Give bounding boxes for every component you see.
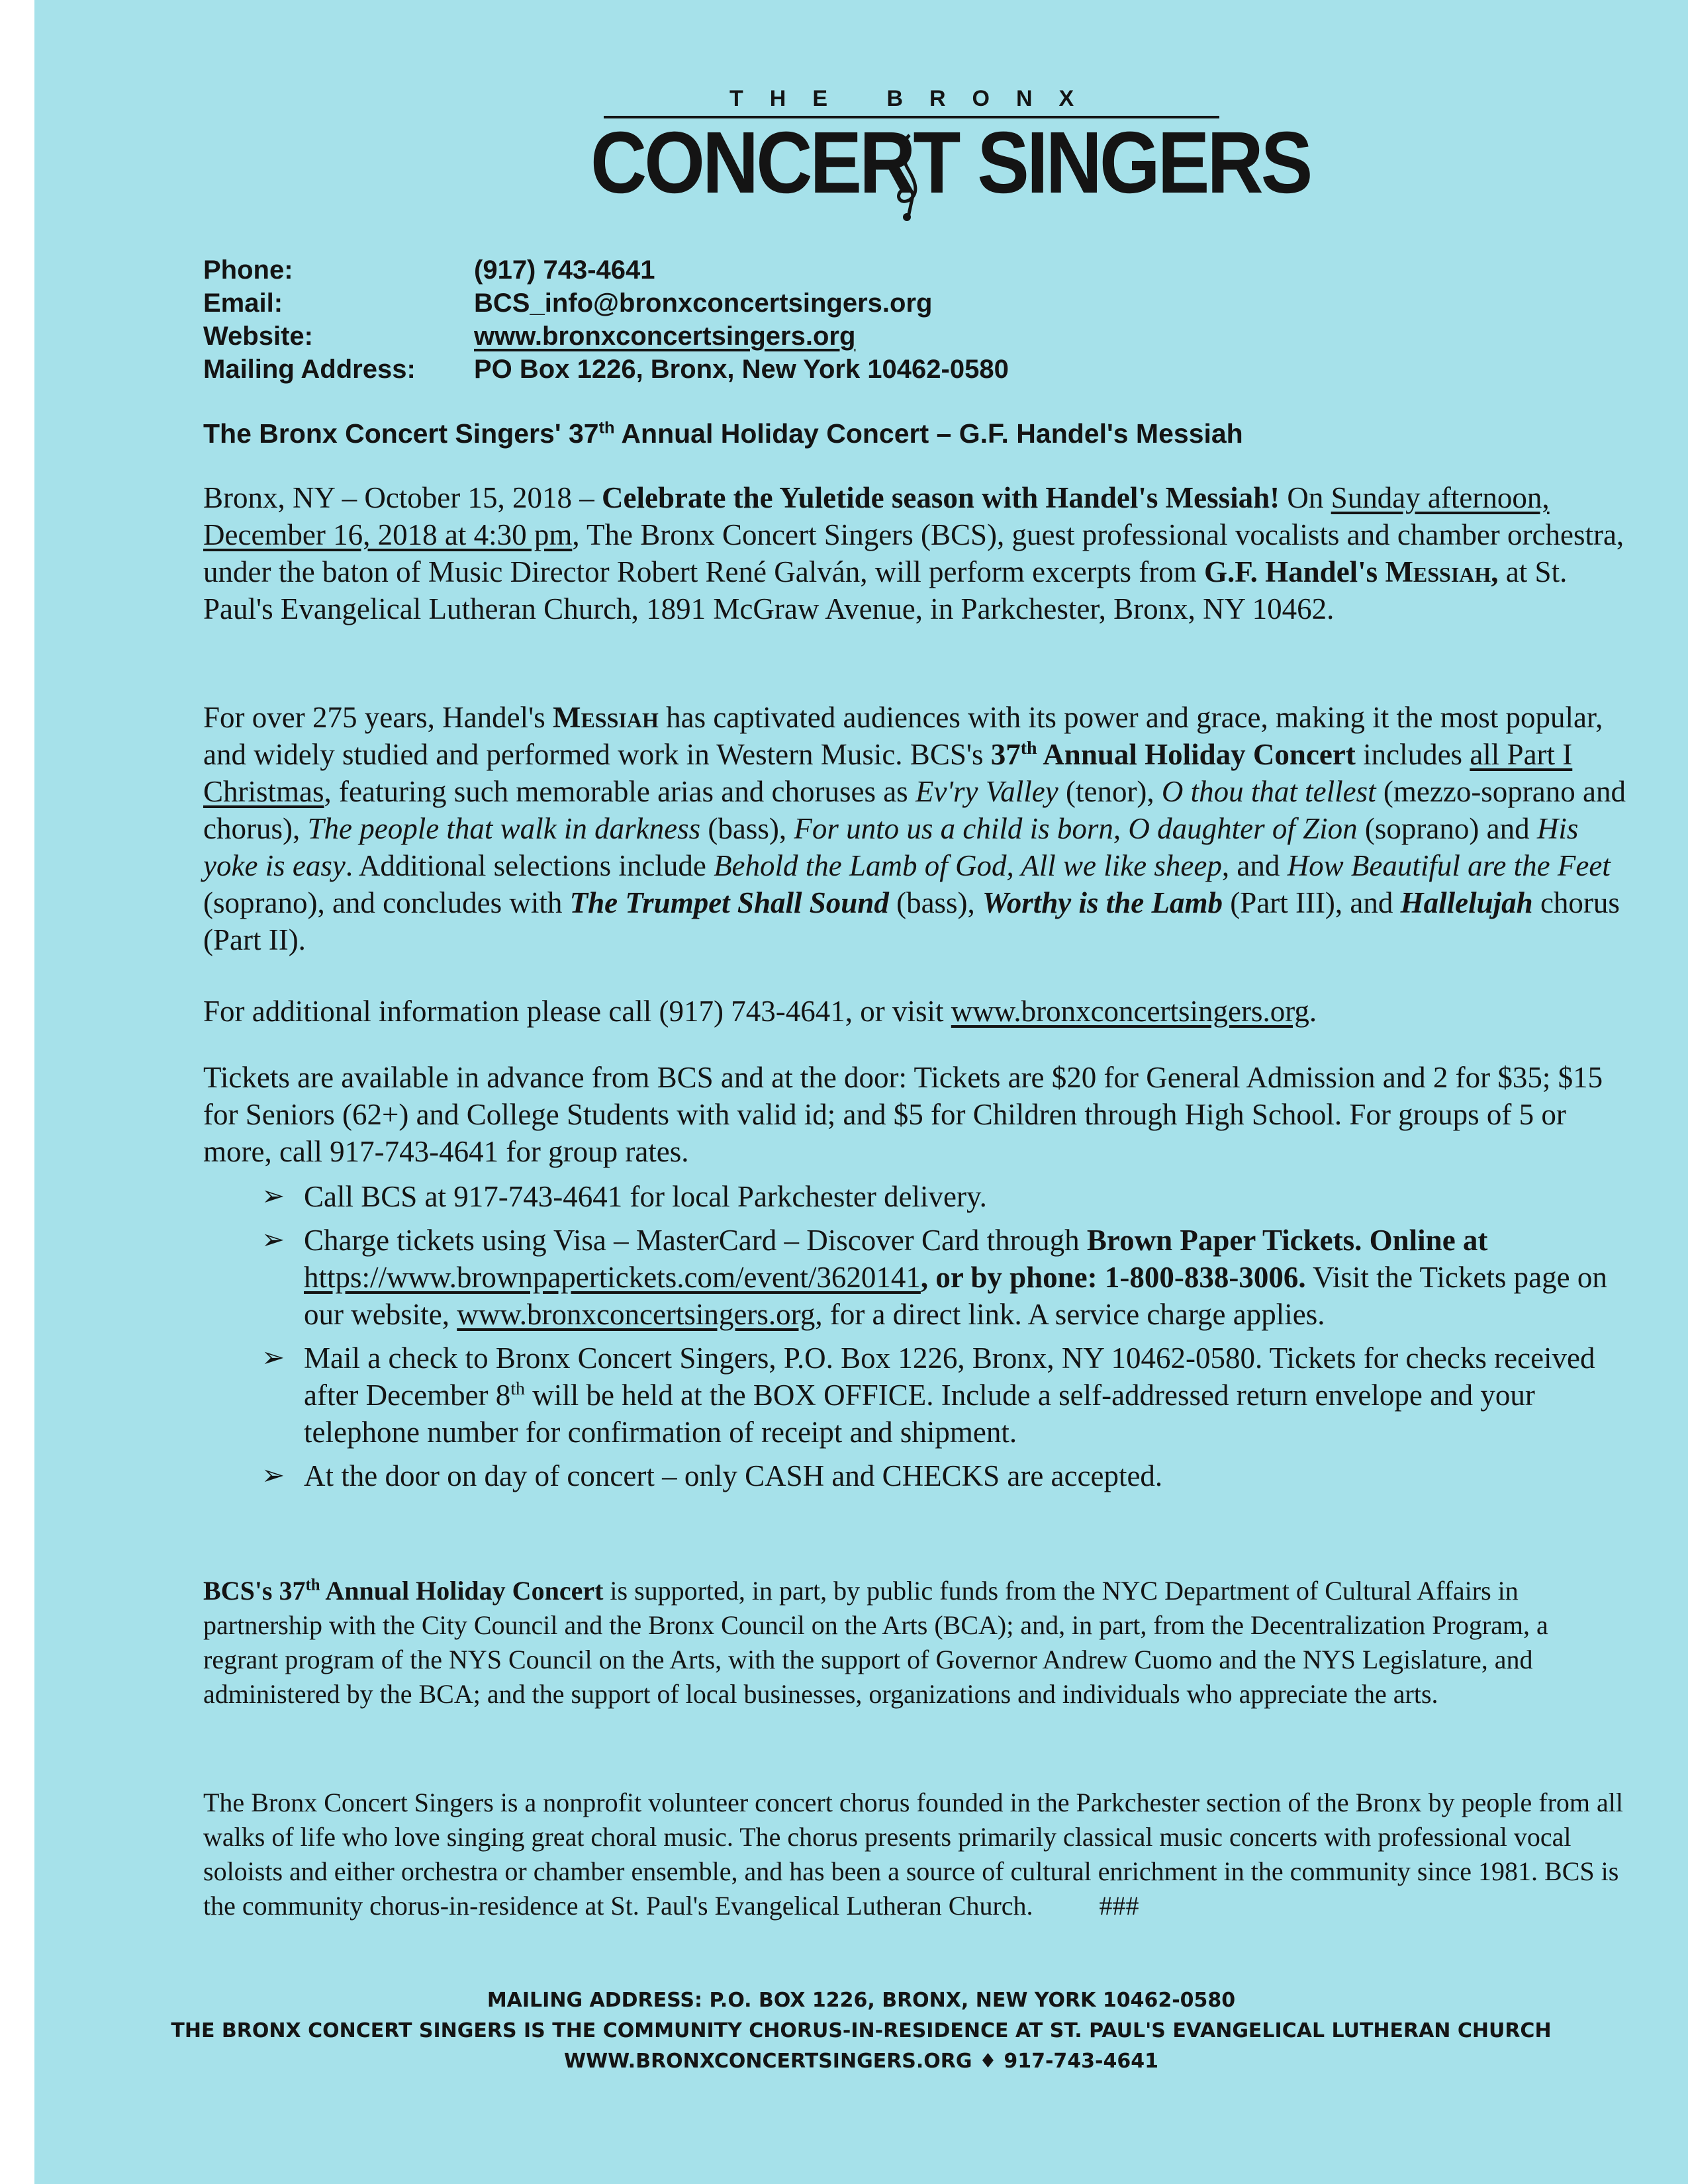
bullet-3-t1: Mail a check to Bronx Concert Singers, P.O. Box 1226, Bronx, NY 10462-0580. Tickets for checks received after December 8 bbox=[304, 1342, 1595, 1412]
p1-on: On bbox=[1280, 481, 1331, 514]
flyer-page bbox=[34, 0, 1688, 2184]
website-label: Website: bbox=[203, 322, 313, 351]
list-item bbox=[203, 1222, 1626, 1333]
bullet-1-text: Call BCS at 917-743-4641 for local Parkchester delivery. bbox=[304, 1180, 987, 1213]
paragraph-funding bbox=[203, 1574, 1626, 1711]
p2-i5: His yoke is easy bbox=[203, 812, 1579, 882]
headline-part2: Annual Holiday Concert – G.F. Handel's Messiah bbox=[614, 418, 1243, 449]
mailing-label: Mailing Address: bbox=[203, 355, 416, 384]
footer-line-3 bbox=[34, 2046, 1688, 2077]
p2-b1: 37 bbox=[990, 738, 1021, 771]
p2-part1: all Part I Christmas bbox=[203, 738, 1573, 808]
p2-t8: (soprano) and bbox=[1357, 812, 1537, 845]
headline-part1: The Bronx Concert Singers' 37 bbox=[203, 418, 599, 449]
concert-date: Sunday afternoon, December 16, 2018 at 4:30 pm bbox=[203, 481, 1550, 551]
p2-bi2: Worthy is the Lamb bbox=[982, 886, 1223, 919]
p3-t2: . bbox=[1309, 995, 1317, 1028]
p5-b1: BCS's 37 bbox=[203, 1576, 306, 1606]
bullet-2-t2: Visit the Tickets page on our website, bbox=[304, 1261, 1607, 1331]
p2-i6: Behold the Lamb of God, All we like sheep bbox=[714, 849, 1222, 882]
email-value: BCS_info@bronxconcertsingers.org bbox=[474, 289, 933, 318]
p1-work: G.F. Handel's bbox=[1204, 555, 1385, 588]
p2-t9: . Additional selections include bbox=[345, 849, 714, 882]
p2-messiah: Messiah bbox=[552, 701, 659, 734]
p2-i4: For unto us a child is born, O daughter of Zion bbox=[794, 812, 1358, 845]
bullet-2-t3: , for a direct link. A service charge applies. bbox=[815, 1298, 1325, 1331]
logo-top-line bbox=[729, 86, 1101, 111]
paragraph-announcement bbox=[203, 479, 1626, 627]
p2-i3: The people that walk in darkness bbox=[307, 812, 701, 845]
paragraph-tickets: Tickets are available in advance from BCS and at the door: Tickets are $20 for General Admission and 2 for $35; $15 for Seniors (62+) and College Students with valid id; and $5 for Children through High School. For groups of 5 or more, call 917-743-4641 for group rates. bbox=[203, 1061, 1603, 1168]
p2-t14: chorus (Part II). bbox=[203, 886, 1620, 956]
bullet-2-bold2: , or by phone: 1-800-838-3006. bbox=[920, 1261, 1306, 1294]
p5-sup: th bbox=[305, 1576, 320, 1594]
phone-value: (917) 743-4641 bbox=[474, 255, 655, 285]
mailing-value: PO Box 1226, Bronx, New York 10462-0580 bbox=[474, 355, 1009, 384]
email-label: Email: bbox=[203, 289, 283, 318]
logo-top-text: THE BRONX bbox=[729, 86, 1101, 111]
paragraph-about bbox=[203, 1786, 1626, 1923]
headline-sup: th bbox=[598, 418, 615, 437]
end-mark: ### bbox=[1099, 1891, 1139, 1921]
arrow-bullet-icon: ➢ bbox=[261, 1343, 285, 1373]
footer-website[interactable]: WWW.BRONXCONCERTSINGERS.ORG bbox=[563, 2050, 972, 2073]
p2-bi1: The Trumpet Shall Sound bbox=[569, 886, 889, 919]
info-website-link[interactable]: www.bronxconcertsingers.org bbox=[951, 995, 1309, 1028]
list-item bbox=[203, 1340, 1626, 1451]
p2-t3: includes bbox=[1355, 738, 1470, 771]
p2-t4: , featuring such memorable arias and choruses as bbox=[324, 775, 915, 808]
footer-line-1: MAILING ADDRESS: P.O. BOX 1226, BRONX, NEW YORK 10462-0580 bbox=[487, 1989, 1236, 2012]
arrow-bullet-icon: ➢ bbox=[261, 1461, 285, 1491]
p3-t1: For additional information please call (917) 743-4641, or visit bbox=[203, 995, 951, 1028]
p2-t1: For over 275 years, Handel's bbox=[203, 701, 553, 734]
p2-t12: (bass), bbox=[888, 886, 983, 919]
footer bbox=[34, 1985, 1688, 2077]
bullet-4-text: At the door on day of concert – only CASH and CHECKS are accepted. bbox=[304, 1459, 1163, 1492]
brownpaper-link[interactable]: https://www.brownpapertickets.com/event/3620141 bbox=[304, 1261, 921, 1294]
website-link[interactable]: www.bronxconcertsingers.org bbox=[474, 322, 856, 351]
p2-t2: has captivated audiences with its power and grace, making it the most popular, and widely studied and performed work in Western Music. BCS's bbox=[203, 701, 1603, 771]
ticket-options-list bbox=[203, 1178, 1626, 1501]
p6-text: The Bronx Concert Singers is a nonprofit volunteer concert chorus founded in the Parkchester section of the Bronx by people from all walks of life who love singing great choral music. The chorus presents primarily classical music concerts with professional vocal soloists and either orchestra or chamber ensemble, and has been a source of cultural enrichment in the community since 1981. BCS is the community chorus-in-residence at St. Paul's Evangelical Lutheran Church. bbox=[203, 1788, 1623, 1921]
p5-text: is supported, in part, by public funds from the NYC Department of Cultural Affairs in partnership with the City Council and the Bronx Council on the Arts (BCA); and, in part, from the Decentralization Program, a regrant program of the NYS Council on the Arts, with the support of Governor Andrew Cuomo and the NYS Legislature, and administered by the BCA; and the support of local businesses, organizations and individuals who appreciate the arts. bbox=[203, 1576, 1548, 1709]
p2-i1: Ev'ry Valley bbox=[915, 775, 1058, 808]
treble-clef-icon bbox=[888, 130, 928, 222]
lead-bold: Celebrate the Yuletide season with Handel's Messiah! bbox=[602, 481, 1280, 514]
press-release-headline bbox=[203, 418, 1660, 449]
logo-wordmark: CONCERT SINGERS bbox=[590, 114, 1311, 212]
footer-line-2: THE BRONX CONCERT SINGERS IS THE COMMUNITY CHORUS-IN-RESIDENCE AT ST. PAUL'S EVANGELICAL LUTHERAN CHURCH bbox=[171, 2019, 1552, 2042]
p2-t5: (tenor), bbox=[1058, 775, 1162, 808]
p2-i7: How Beautiful are the Feet bbox=[1287, 849, 1611, 882]
p2-b2: Annual Holiday Concert bbox=[1037, 738, 1356, 771]
p2-sup: th bbox=[1020, 738, 1037, 758]
paragraph-program bbox=[203, 699, 1626, 958]
paragraph-info bbox=[203, 993, 1626, 1030]
p5-b2: Annual Holiday Concert bbox=[320, 1576, 604, 1606]
list-item bbox=[203, 1178, 1626, 1215]
dateline: Bronx, NY – October 15, 2018 – bbox=[203, 481, 602, 514]
bullet-2-t1: Charge tickets using Visa – MasterCard – Discover Card through bbox=[304, 1224, 1087, 1257]
list-item bbox=[203, 1457, 1626, 1494]
p2-i2: O thou that tellest bbox=[1161, 775, 1376, 808]
p2-t7: (bass), bbox=[700, 812, 794, 845]
p1-text1: , The Bronx Concert Singers (BCS), guest professional vocalists and chamber orchestra, under the baton of Music Director Robert René Galván, will perform excerpts from bbox=[203, 518, 1624, 588]
p2-t6: (mezzo-soprano and chorus), bbox=[203, 775, 1626, 845]
p2-t13: (Part III), and bbox=[1223, 886, 1401, 919]
phone-label: Phone: bbox=[203, 255, 293, 285]
p2-t11: (soprano), and concludes with bbox=[203, 886, 570, 919]
arrow-bullet-icon: ➢ bbox=[261, 1225, 285, 1255]
bullet-2-bold1: Brown Paper Tickets. Online at bbox=[1086, 1224, 1488, 1257]
bullet-3-t2: will be held at the BOX OFFICE. Include a self-addressed return envelope and your telephone number for confirmation of receipt and shipment. bbox=[304, 1379, 1535, 1449]
p1-text2: at St. Paul's Evangelical Lutheran Church, 1891 McGraw Avenue, in Parkchester, Bronx, NY 10462. bbox=[203, 555, 1568, 625]
bullet-website-link[interactable]: www.bronxconcertsingers.org bbox=[457, 1298, 816, 1331]
p2-t10: , and bbox=[1221, 849, 1288, 882]
footer-phone: 917-743-4641 bbox=[1004, 2050, 1158, 2073]
diamond-icon: ♦ bbox=[978, 2050, 997, 2073]
bullet-3-sup: th bbox=[510, 1379, 526, 1399]
arrow-bullet-icon: ➢ bbox=[261, 1181, 285, 1212]
p1-messiah: Messiah, bbox=[1385, 555, 1499, 588]
p2-bi3: Hallelujah bbox=[1400, 886, 1533, 919]
